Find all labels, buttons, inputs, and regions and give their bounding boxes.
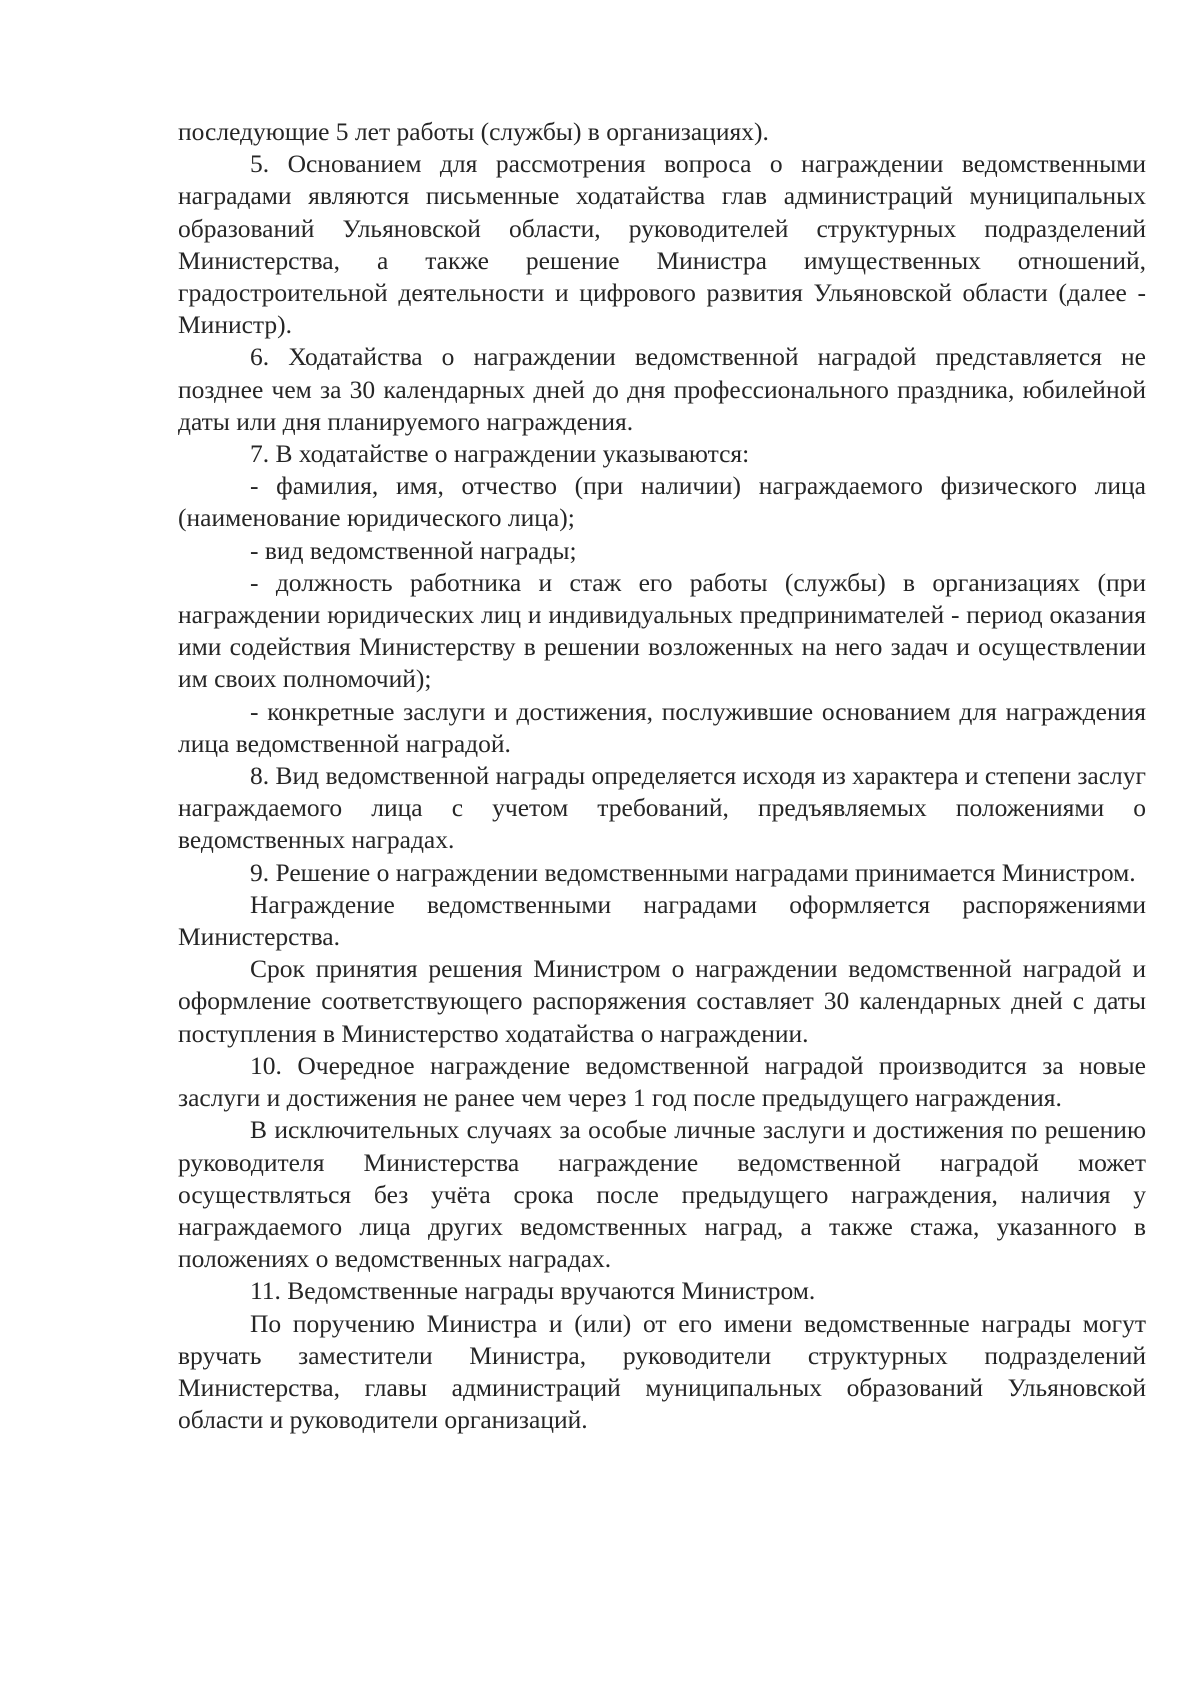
paragraph-9-deadline: Срок принятия решения Министром о награждении ведомственной наградой и оформление соответствующего распоряжения составляет 30 календарных дней с даты поступления в Министерство ходатайства о награждении. — [178, 954, 1146, 1048]
paragraph-continuation: последующие 5 лет работы (службы) в организациях). — [178, 117, 769, 146]
paragraph-item-5: 5. Основанием для рассмотрения вопроса о награждении ведомственными наградами являются письменные ходатайства глав администраций муниципальных образований Ульяновской области, руководителей структурных подразделений Министерства, а также решение Министра имущественных отношений, градостроительной деятельности и цифрового развития Ульяновской области (далее - Министр). — [178, 149, 1146, 340]
paragraph-item-7: 7. В ходатайстве о награждении указываются: — [250, 439, 750, 469]
paragraph-item-11: 11. Ведомственные награды вручаются Министром. — [250, 1276, 816, 1306]
paragraph-item-10: 10. Очередное награждение ведомственной наградой производится за новые заслуги и достижения не ранее чем через 1 год после предыдущего награждения. — [178, 1050, 1146, 1113]
paragraph-item-8: 8. Вид ведомственной награды определяется исходя из характера и степени заслуг награждаемого лица с учетом требований, предъявляемых положениями о ведомственных наградах. — [178, 761, 1146, 855]
paragraph-item-9: 9. Решение о награждении ведомственными наградами принимается Министром. — [250, 857, 1136, 887]
list-item-full-name: - фамилия, имя, отчество (при наличии) награждаемого физического лица (наименование юридического лица); — [178, 471, 1146, 533]
paragraph-10-exceptions: В исключительных случаях за особые личные заслуги и достижения по решению руководителя Министерства награждение ведомственной наградой может осуществляться без учёта срока после предыдущего награждения, наличия у награждаемого лица других ведомственных наград, а также стажа, указанного в положениях о ведомственных наградах. — [178, 1115, 1146, 1274]
paragraph-item-6: 6. Ходатайства о награждении ведомственной наградой представляется не позднее чем за 30 календарных дней до дня профессионального праздника, юбилейной даты или дня планируемого награждения. — [178, 342, 1146, 436]
list-item-merits: - конкретные заслуги и достижения, послужившие основанием для награждения лица ведомственной наградой. — [178, 696, 1146, 758]
paragraph-11-delegation: По поручению Министра и (или) от его имени ведомственные награды могут вручать заместители Министра, руководители структурных подразделений Министерства, главы администраций муниципальных образований Ульяновской области и руководители организаций. — [178, 1308, 1146, 1435]
document-body — [178, 116, 1146, 1436]
list-item-award-type: - вид ведомственной награды; — [250, 535, 577, 565]
list-item-position-tenure: - должность работника и стаж его работы (службы) в организациях (при награждении юридических лиц и индивидуальных предпринимателей - период оказания ими содействия Министерству в решении возложенных на него задач и осуществлении им своих полномочий); — [178, 567, 1146, 694]
paragraph-9-formalization: Награждение ведомственными наградами оформляется распоряжениями Министерства. — [178, 889, 1146, 952]
